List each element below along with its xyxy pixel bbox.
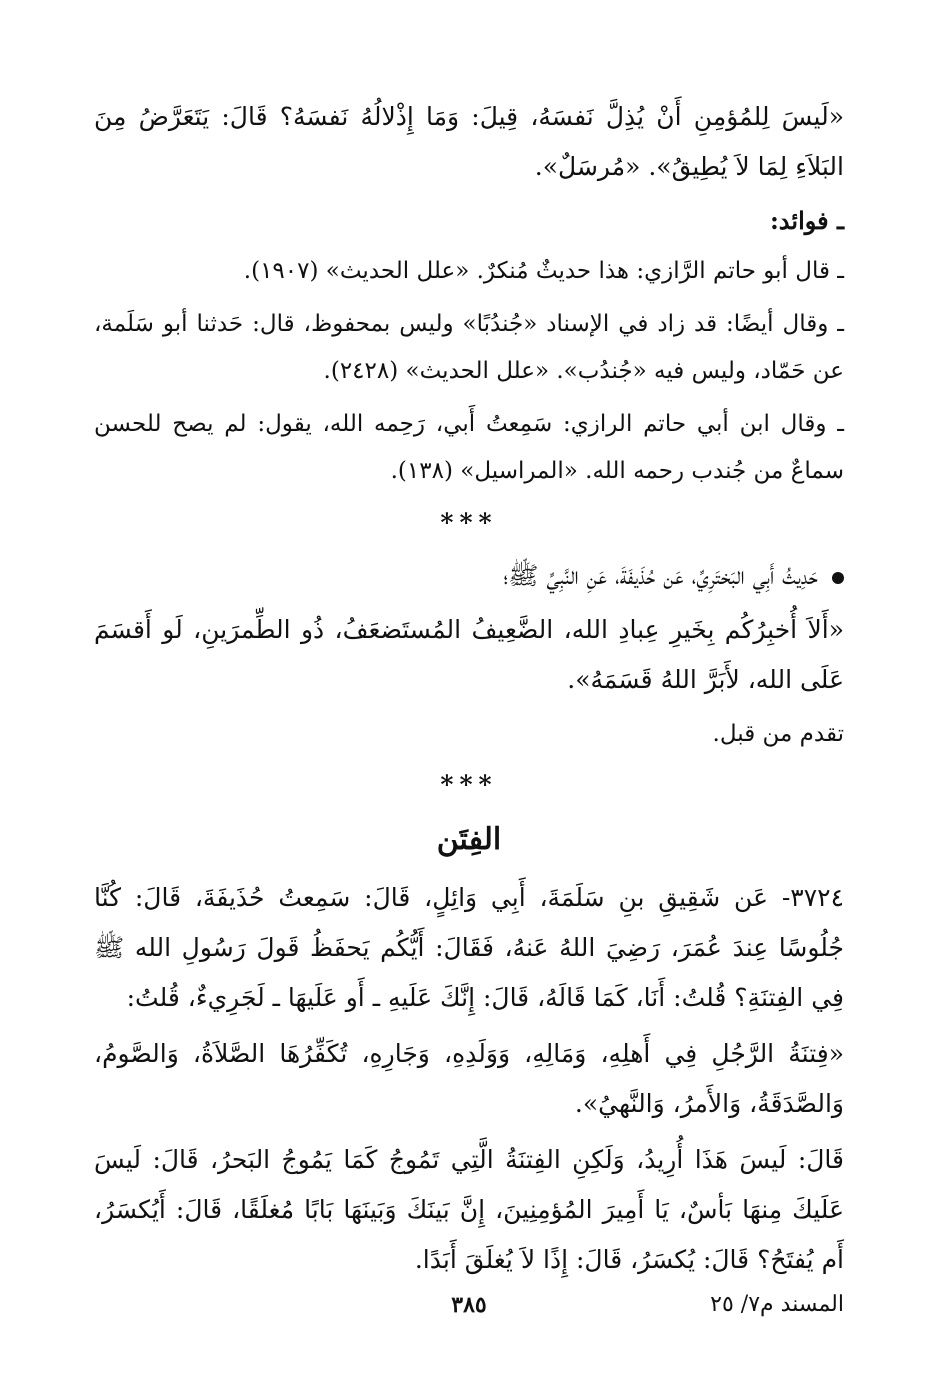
hadith-text-paragraph: «أَلاَ أُخبِرُكُم بِخَيرِ عِبادِ الله، الضَّعِيفُ المُستَضعَفُ، ذُو الطِّمرَينِ، لَو أَقسَمَ عَلَى الله، لأَبَرَّ اللهُ قَسَمَهُ». bbox=[94, 615, 844, 694]
hadith-matn-paragraph: «فِتنَةُ الرَّجُلِ فِي أَهلِهِ، وَمَالِهِ، وَوَلَدِهِ، وَجَارِهِ، تُكَفِّرُهَا الصَّلاَةُ، وَالصَّومُ، وَالصَّدَقَةُ، وَالأَمرُ، وَالنَّهيُ». bbox=[94, 1039, 844, 1118]
hadith-ending-paragraph: «لَيسَ لِلمُؤمِنِ أَنْ يُذِلَّ نَفسَهُ، قِيلَ: وَمَا إِذْلالُهُ نَفسَهُ؟ قَالَ: يَتَعَرَّضُ مِنَ البَلاَءِ لِمَا لاَ يُطِيقُ». «مُرسَلٌ». bbox=[94, 102, 844, 181]
section-heading: الفِتَن bbox=[436, 822, 502, 857]
hadith-intro-line bbox=[94, 551, 844, 601]
section-divider-stars: *** bbox=[440, 508, 498, 537]
fawaid-label: ـ فوائد: bbox=[769, 206, 844, 235]
hadith-cross-reference-note: تقدم من قبل. bbox=[712, 721, 844, 747]
hadith-continuation-paragraph: قَالَ: لَيسَ هَذَا أُرِيدُ، وَلَكِنِ الفِتنَةُ الَّتِي تَمُوجُ كَمَا يَمُوجُ البَحرُ، قَالَ: لَيسَ عَلَيكَ مِنهَا بَأسٌ، يَا أَمِيرَ المُؤمِنِينَ، إِنَّ بَينَكَ وَبَينَهَا بَابًا مُغلَقًا، قَالَ: أَيُكسَرُ، أَم يُفتَحُ؟ قَالَ: يُكسَرُ، قَالَ: إِذًا لاَ يُغلَقَ أَبَدًا. bbox=[94, 1145, 844, 1274]
benefit-note-2: ـ وقال أيضًا: قد زاد في الإسناد «جُندُبًا» وليس بمحفوظ، قال: حَدثنا أبو سَلَمة، عن حَمّاد، وليس فيه «جُندُب». «علل الحديث» (٢٤٢٨). bbox=[94, 311, 844, 384]
hadith-intro-text: حَدِيثُ أَبِي البَختَرِيِّ، عَن حُذَيفَةَ، عَنِ النَّبِيِّ ﷺ؛ bbox=[503, 561, 818, 590]
page-number: ٣٨٥ bbox=[451, 1292, 487, 1318]
page-body bbox=[94, 92, 844, 1291]
benefit-note-1: ـ قال أبو حاتم الرَّازي: هذا حديثٌ مُنكرٌ. «علل الحديث» (١٩٠٧). bbox=[243, 258, 844, 284]
section-divider-stars: *** bbox=[440, 770, 498, 799]
page-footer bbox=[94, 1292, 844, 1328]
volume-reference: المسند م٧/ ٢٥ bbox=[710, 1292, 844, 1317]
bullet-icon bbox=[832, 572, 844, 584]
benefit-note-3: ـ وقال ابن أبي حاتم الرازي: سَمِعتُ أَبي، رَحِمه الله، يقول: لم يصح للحسن سماعٌ من جُندب رحمه الله. «المراسيل» (١٣٨). bbox=[94, 411, 844, 484]
hadith-isnad-paragraph: ٣٧٢٤- عَن شَقِيقِ بنِ سَلَمَةَ، أَبِي وَائِلٍ، قَالَ: سَمِعتُ حُذَيفَةَ، قَالَ: كُنَّا جُلُوسًا عِندَ عُمَرَ، رَضِيَ اللهُ عَنهُ، فَقَالَ: أَيُّكُم يَحفَظُ قَولَ رَسُولِ الله ﷺ فِي الفِتنَةِ؟ قُلتُ: أَنَا، كَمَا قَالَهُ، قَالَ: إِنَّكَ عَلَيهِ ـ أَو عَلَيهَا ـ لَجَرِيءٌ، قُلتُ: bbox=[94, 883, 844, 1012]
